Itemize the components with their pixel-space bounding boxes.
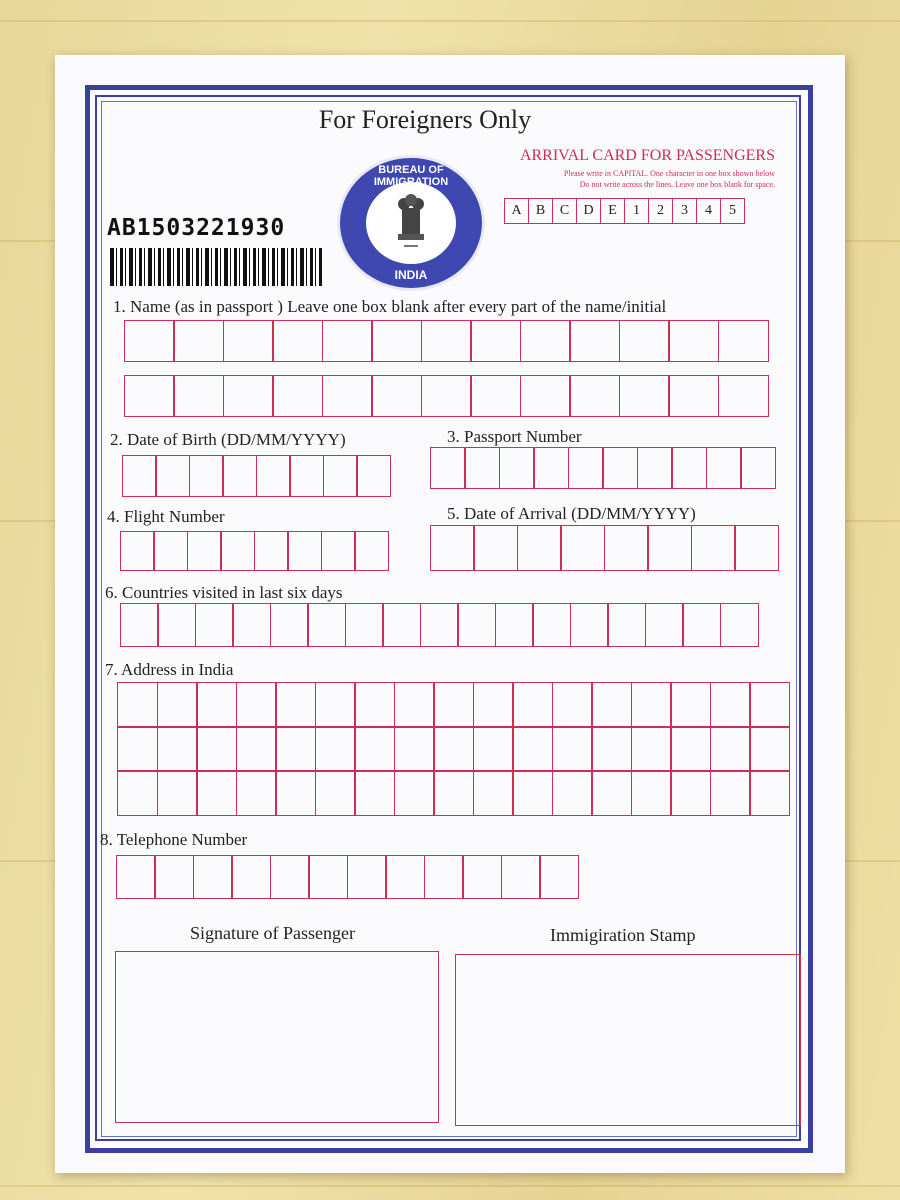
char-box[interactable]	[322, 375, 373, 417]
char-box[interactable]	[236, 682, 277, 728]
char-box[interactable]	[591, 682, 632, 728]
serial-number: AB1503221930	[107, 215, 286, 241]
char-box[interactable]	[473, 525, 518, 571]
char-box[interactable]	[520, 375, 571, 417]
instruction-line: Do not write across the lines. Leave one box blank for space.	[579, 180, 775, 189]
char-box[interactable]	[289, 455, 324, 497]
char-box[interactable]	[560, 525, 605, 571]
char-box[interactable]	[120, 603, 159, 647]
char-box[interactable]	[117, 770, 158, 816]
char-box[interactable]	[120, 531, 155, 571]
char-box[interactable]	[256, 455, 291, 497]
char-box[interactable]	[637, 447, 673, 489]
char-box[interactable]	[568, 447, 604, 489]
char-box[interactable]	[464, 447, 500, 489]
passport-boxes[interactable]	[431, 447, 776, 489]
char-box[interactable]	[710, 770, 751, 816]
char-box[interactable]	[270, 855, 310, 899]
dob-boxes[interactable]	[123, 455, 391, 497]
char-box[interactable]	[749, 770, 790, 816]
char-box[interactable]	[470, 375, 521, 417]
char-box[interactable]	[385, 855, 425, 899]
arrival-card-title: ARRIVAL CARD FOR PASSENGERS	[519, 147, 775, 164]
char-box[interactable]	[710, 726, 751, 772]
name-row-1[interactable]	[125, 320, 769, 362]
seal-top-text: BUREAU OF IMMIGRATION	[373, 164, 449, 188]
char-box[interactable]	[222, 455, 257, 497]
signature-label: Signature of Passenger	[190, 923, 355, 943]
char-box[interactable]	[552, 682, 593, 728]
char-box[interactable]	[607, 603, 646, 647]
countries-boxes[interactable]	[121, 603, 759, 647]
char-box[interactable]	[520, 320, 571, 362]
char-box[interactable]	[517, 525, 562, 571]
char-box[interactable]	[187, 531, 222, 571]
char-box[interactable]	[394, 682, 435, 728]
char-box[interactable]	[668, 375, 719, 417]
flight-boxes[interactable]	[121, 531, 389, 571]
char-box[interactable]	[470, 320, 521, 362]
countries-label: 6. Countries visited in last six days	[105, 583, 343, 602]
char-box[interactable]	[272, 375, 323, 417]
char-box[interactable]	[645, 603, 684, 647]
telephone-label: 8. Telephone Number	[100, 830, 248, 849]
char-box[interactable]	[193, 855, 233, 899]
char-box[interactable]	[347, 855, 387, 899]
char-box[interactable]	[749, 682, 790, 728]
char-box[interactable]	[473, 770, 514, 816]
char-box[interactable]	[157, 603, 196, 647]
char-box[interactable]	[236, 770, 277, 816]
char-box[interactable]	[124, 320, 175, 362]
char-box[interactable]	[421, 320, 472, 362]
address-label: 7. Address in India	[105, 660, 234, 679]
seal-bottom-text: INDIA	[394, 268, 428, 282]
sample-char-box: 1	[624, 198, 649, 224]
char-box[interactable]	[591, 726, 632, 772]
char-box[interactable]	[552, 726, 593, 772]
sample-char-box: 3	[672, 198, 697, 224]
char-box[interactable]	[223, 375, 274, 417]
char-box[interactable]	[154, 855, 194, 899]
name-row-2[interactable]	[125, 375, 769, 417]
char-box[interactable]	[356, 455, 391, 497]
char-box[interactable]	[533, 447, 569, 489]
char-box[interactable]	[275, 726, 316, 772]
char-box[interactable]	[354, 726, 395, 772]
char-box[interactable]	[473, 726, 514, 772]
sample-char-box: C	[552, 198, 577, 224]
char-box[interactable]	[631, 682, 672, 728]
char-box[interactable]	[117, 726, 158, 772]
char-box[interactable]	[231, 855, 271, 899]
char-box[interactable]	[308, 855, 348, 899]
char-box[interactable]	[157, 726, 198, 772]
char-box[interactable]	[539, 855, 579, 899]
char-box[interactable]	[670, 770, 711, 816]
arrival-card	[55, 55, 845, 1173]
char-box[interactable]	[307, 603, 346, 647]
char-box[interactable]	[591, 770, 632, 816]
char-box[interactable]	[570, 603, 609, 647]
sample-char-box: 4	[696, 198, 721, 224]
char-box[interactable]	[433, 726, 474, 772]
char-box[interactable]	[495, 603, 534, 647]
char-box[interactable]	[552, 770, 593, 816]
char-box[interactable]	[691, 525, 736, 571]
char-box[interactable]	[718, 375, 769, 417]
char-box[interactable]	[569, 375, 620, 417]
dob-label: 2. Date of Birth (DD/MM/YYYY)	[110, 430, 346, 449]
char-box[interactable]	[272, 320, 323, 362]
sample-char-box: A	[504, 198, 529, 224]
char-box[interactable]	[670, 726, 711, 772]
char-box[interactable]	[512, 770, 553, 816]
signature-box[interactable]	[115, 951, 439, 1123]
char-box[interactable]	[430, 525, 475, 571]
char-box[interactable]	[512, 726, 553, 772]
char-box[interactable]	[647, 525, 692, 571]
char-box[interactable]	[236, 726, 277, 772]
char-box[interactable]	[315, 726, 356, 772]
char-box[interactable]	[749, 726, 790, 772]
char-box[interactable]	[670, 682, 711, 728]
char-box[interactable]	[354, 770, 395, 816]
char-box[interactable]	[394, 726, 435, 772]
flight-label: 4. Flight Number	[107, 507, 225, 526]
char-box[interactable]	[157, 770, 198, 816]
char-box[interactable]	[322, 320, 373, 362]
name-label: 1. Name (as in passport ) Leave one box blank after every part of the name/initial	[113, 297, 667, 316]
telephone-boxes[interactable]	[117, 855, 579, 899]
sample-char-box: E	[600, 198, 625, 224]
arrival-date-boxes[interactable]	[431, 525, 779, 571]
address-grid[interactable]	[118, 683, 790, 815]
char-box[interactable]	[382, 603, 421, 647]
sample-char-box: 5	[720, 198, 745, 224]
char-box[interactable]	[473, 682, 514, 728]
char-box[interactable]	[275, 770, 316, 816]
char-box[interactable]	[323, 455, 358, 497]
char-box[interactable]	[631, 770, 672, 816]
char-box[interactable]	[602, 447, 638, 489]
char-box[interactable]	[421, 375, 472, 417]
char-box[interactable]	[124, 375, 175, 417]
char-box[interactable]	[196, 682, 237, 728]
instructions	[460, 168, 775, 190]
char-box[interactable]	[462, 855, 502, 899]
char-box[interactable]	[720, 603, 759, 647]
arrival-date-label: 5. Date of Arrival (DD/MM/YYYY)	[447, 504, 696, 523]
char-box[interactable]	[619, 375, 670, 417]
char-box[interactable]	[196, 726, 237, 772]
char-box[interactable]	[195, 603, 234, 647]
char-box[interactable]	[569, 320, 620, 362]
card-header: For Foreigners Only	[318, 105, 532, 134]
char-box[interactable]	[430, 447, 466, 489]
instruction-line: Please write in CAPITAL. One character in one box shown below	[563, 169, 775, 178]
char-box[interactable]	[682, 603, 721, 647]
char-box[interactable]	[275, 682, 316, 728]
char-box[interactable]	[718, 320, 769, 362]
char-box[interactable]	[631, 726, 672, 772]
char-box[interactable]	[668, 320, 719, 362]
char-box[interactable]	[499, 447, 535, 489]
char-box[interactable]	[189, 455, 224, 497]
sample-boxes	[505, 198, 745, 224]
char-box[interactable]	[315, 682, 356, 728]
barcode	[110, 248, 322, 286]
char-box[interactable]	[457, 603, 496, 647]
char-box[interactable]	[354, 682, 395, 728]
char-box[interactable]	[532, 603, 571, 647]
char-box[interactable]	[122, 455, 157, 497]
char-box[interactable]	[345, 603, 384, 647]
char-box[interactable]	[287, 531, 322, 571]
char-box[interactable]	[501, 855, 541, 899]
char-box[interactable]	[173, 375, 224, 417]
char-box[interactable]	[734, 525, 779, 571]
sample-char-box: D	[576, 198, 601, 224]
char-box[interactable]	[220, 531, 255, 571]
char-box[interactable]	[433, 682, 474, 728]
char-box[interactable]	[512, 682, 553, 728]
char-box[interactable]	[157, 682, 198, 728]
char-box[interactable]	[424, 855, 464, 899]
char-box[interactable]	[315, 770, 356, 816]
char-box[interactable]	[173, 320, 224, 362]
char-box[interactable]	[223, 320, 274, 362]
char-box[interactable]	[671, 447, 707, 489]
char-box[interactable]	[420, 603, 459, 647]
char-box[interactable]	[604, 525, 649, 571]
char-box[interactable]	[117, 682, 158, 728]
char-box[interactable]	[371, 320, 422, 362]
char-box[interactable]	[321, 531, 356, 571]
char-box[interactable]	[706, 447, 742, 489]
char-box[interactable]	[354, 531, 389, 571]
char-box[interactable]	[740, 447, 776, 489]
char-box[interactable]	[155, 455, 190, 497]
char-box[interactable]	[619, 320, 670, 362]
char-box[interactable]	[710, 682, 751, 728]
char-box[interactable]	[270, 603, 309, 647]
sample-char-box: B	[528, 198, 553, 224]
char-box[interactable]	[254, 531, 289, 571]
char-box[interactable]	[116, 855, 156, 899]
stamp-label: Immigiration Stamp	[550, 925, 696, 945]
passport-label: 3. Passport Number	[447, 427, 582, 446]
char-box[interactable]	[394, 770, 435, 816]
char-box[interactable]	[433, 770, 474, 816]
sample-char-box: 2	[648, 198, 673, 224]
char-box[interactable]	[371, 375, 422, 417]
char-box[interactable]	[153, 531, 188, 571]
char-box[interactable]	[196, 770, 237, 816]
stamp-box	[455, 954, 801, 1126]
char-box[interactable]	[232, 603, 271, 647]
